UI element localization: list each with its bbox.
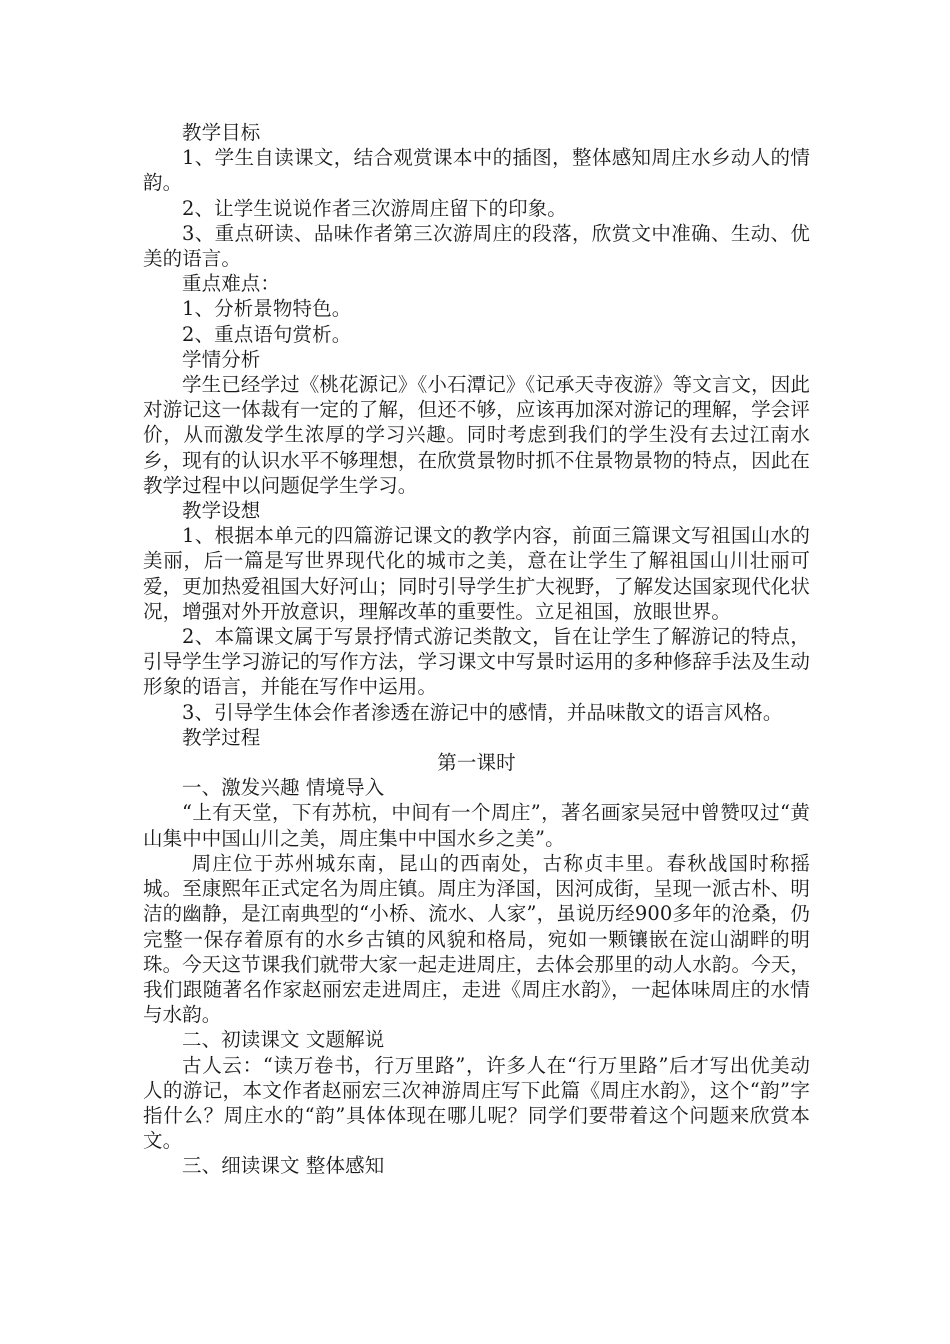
lesson-title: 第一课时 [437,751,516,775]
design-heading: 教学设想 [182,499,261,523]
design-item: 1、根据本单元的四篇游记课文的教学内容，前面三篇课文写祖国山水的美丽，后一篇是写世界现代化的城市之美，意在让学生了解祖国山川壮丽可爱，更加热爱祖国大好河山；同时引导学生扩大视野，了解发达国家现代化状况，增强对外开放意识，理解改革的重要性。立足祖国，放眼世界。 [143,524,810,623]
objective-item: 3、重点研读、品味作者第三次游周庄的段落，欣赏文中准确、生动、优美的语言。 [143,221,810,271]
objective-item: 2、让学生说说作者三次游周庄留下的印象。 [182,196,567,220]
step1-heading: 一、激发兴趣 情境导入 [182,776,385,800]
step1-quote: “上有天堂，下有苏杭，中间有一个周庄”，著名画家吴冠中曾赞叹过“黄山集中中国山川之美，周庄集中中国水乡之美”。 [143,801,810,850]
process-heading: 教学过程 [182,725,261,749]
step1-paragraph: 周庄位于苏州城东南，昆山的西南处，古称贞丰里。春秋战国时称摇城。至康熙年正式定名为周庄镇。周庄为泽国，因河成街，呈现一派古朴、明洁的幽静，是江南典型的“小桥、流水、人家”，虽说历经900多年的沧桑，仍完整一保存着原有的水乡古镇的风貌和格局，宛如一颗镶嵌在淀山湖畔的明珠。今天这节课我们就带大家一起走进周庄，去体会那里的动人水韵。今天，我们跟随著名作家赵丽宏走进周庄，走进《周庄水韵》，一起体味周庄的水情与水韵。 [143,851,810,1027]
objectives-heading: 教学目标 [182,121,261,144]
objective-item: 1、学生自读课文，结合观赏课本中的插图，整体感知周庄水乡动人的情韵。 [143,146,810,195]
keypoint-item: 2、重点语句赏析。 [182,322,352,346]
document-page [143,120,810,1179]
keypoint-item: 1、分析景物特色。 [182,297,352,321]
step2-heading: 二、初读课文 文题解说 [182,1028,385,1052]
analysis-paragraph: 学生已经学过《桃花源记》《小石潭记》《记承天寺夜游》等文言文，因此对游记这一体裁有一定的了解，但还不够，应该再加深对游记的理解，学会评价，从而激发学生浓厚的学习兴趣。同时考虑到我们的学生没有去过江南水乡，现有的认识水平不够理想，在欣赏景物时抓不住景物景物的特点，因此在教学过程中以问题促学生学习。 [143,373,810,497]
design-item: 3、引导学生体会作者渗透在游记中的感情，并品味散文的语言风格。 [182,700,783,724]
step3-heading: 三、细读课文 整体感知 [182,1154,385,1178]
design-item: 2、本篇课文属于写景抒情式游记类散文，旨在让学生了解游记的特点，引导学生学习游记的写作方法，学习课文中写景时运用的多种修辞手法及生动形象的语言，并能在写作中运用。 [143,625,810,699]
keypoints-heading: 重点难点： [182,272,281,296]
analysis-heading: 学情分析 [182,347,261,371]
step2-paragraph: 古人云：“读万卷书，行万里路”，许多人在“行万里路”后才写出优美动人的游记，本文作者赵丽宏三次神游周庄写下此篇《周庄水韵》，这个“韵”字指什么？周庄水的“韵”具体体现在哪儿呢？同学们要带着这个问题来欣赏本文。 [143,1053,810,1153]
